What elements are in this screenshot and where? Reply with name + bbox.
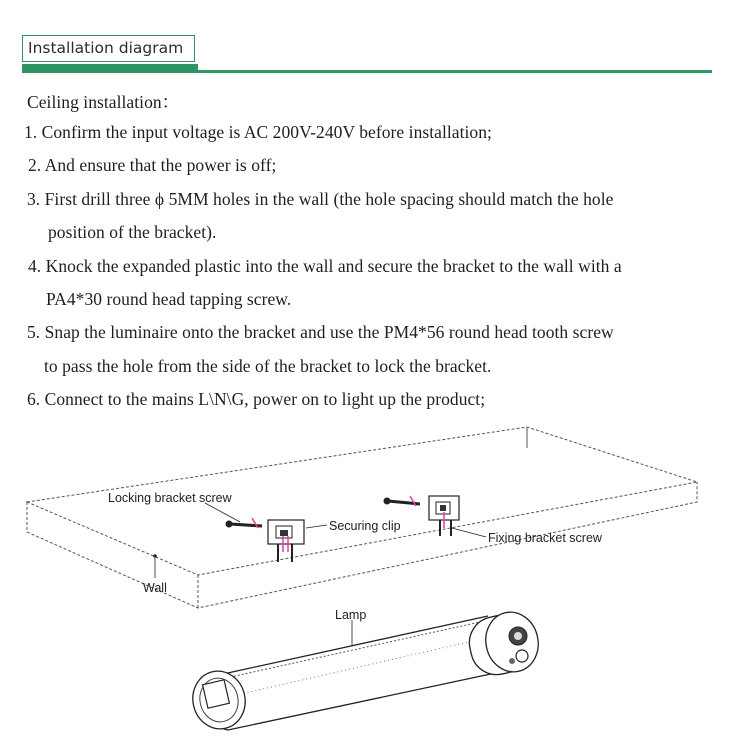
instruction-step-3: 3. First drill three ϕ 5MM holes in the wall (the hole spacing should match the hole [27,189,614,209]
title-divider [22,70,712,73]
instruction-step-6: 6. Connect to the mains L\N\G, power on to light up the product; [27,389,486,409]
instruction-step-3-cont: position of the bracket). [48,222,217,242]
ceiling-slab [27,427,697,608]
instruction-step-2: 2. And ensure that the power is off; [28,155,277,175]
instruction-step-5: 5. Snap the luminaire onto the bracket and use the PM4*56 round head tooth screw [27,322,614,342]
label-locking-bracket-screw: Locking bracket screw [108,491,232,505]
label-securing-clip: Securing clip [329,519,401,533]
installation-diagram [0,410,750,742]
instructions-heading: Ceiling installation： [27,92,180,112]
instruction-step-1: 1. Confirm the input voltage is AC 200V-240V before installation; [24,122,492,142]
label-fixing-bracket-screw: Fixing bracket screw [488,531,602,545]
instruction-step-5-cont: to pass the hole from the side of the bracket to lock the bracket. [44,356,492,376]
lamp-tube [187,616,500,734]
label-wall: Wall [143,581,167,595]
instruction-step-4-cont: PA4*30 round head tapping screw. [46,289,292,309]
instruction-step-4: 4. Knock the expanded plastic into the wall and secure the bracket to the wall with a [28,256,622,276]
label-lamp: Lamp [335,608,367,622]
section-title: Installation diagram [22,35,195,62]
wall-marker [153,554,157,558]
